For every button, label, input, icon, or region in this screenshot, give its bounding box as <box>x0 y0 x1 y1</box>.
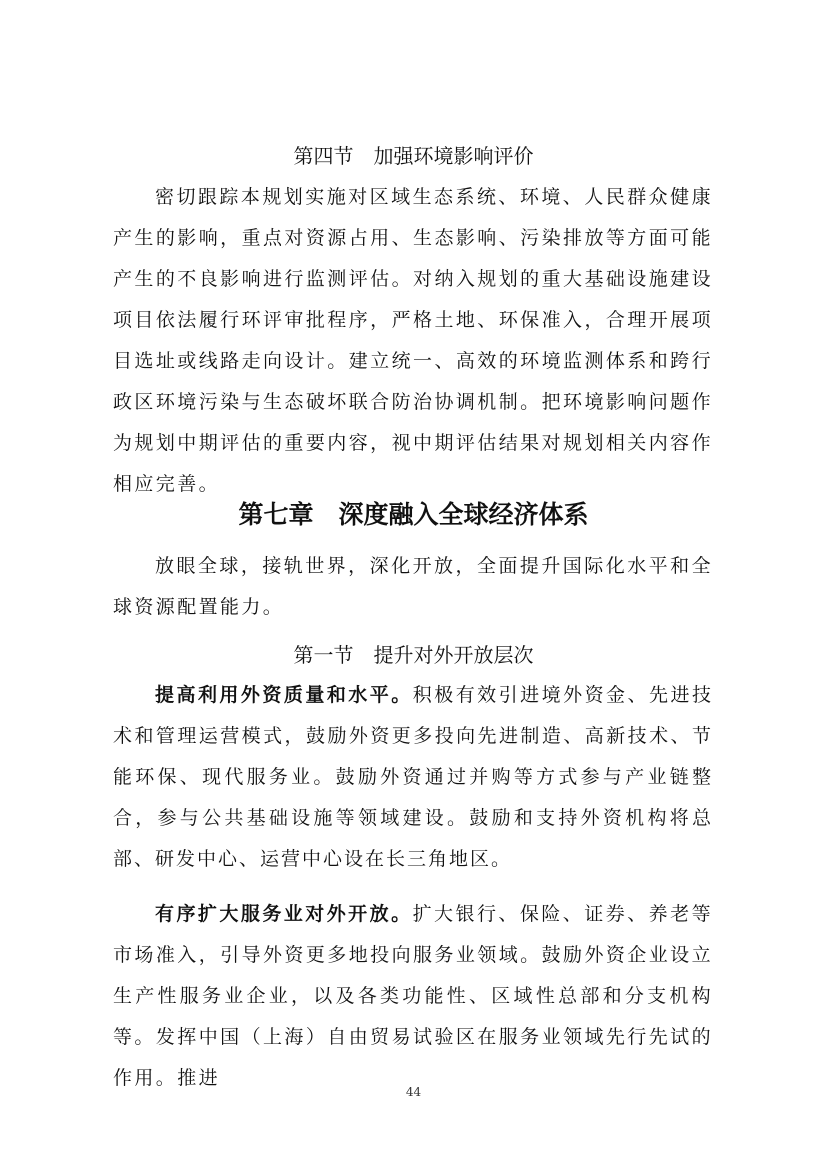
section-heading-opening-up: 第一节 提升对外开放层次 <box>293 643 534 667</box>
paragraph-environmental-impact: 密切跟踪本规划实施对区域生态系统、环境、人民群众健康产生的影响，重点对资源占用、生态影响、污染排放等方面可能产生的不良影响进行监测评估。对纳入规划的重大基础设施建设项目依法履行环评审批程序，严格土地、环保准入，合理开展项目选址或线路走向设计。建立统一、高效的环境监测体系和跨行政区环境污染与生态破坏联合防治协调机制。把环境影响问题作为规划中期评估的重要内容，视中期评估结果对规划相关内容作相应完善。 <box>113 186 713 495</box>
chapter-heading-global-economy: 第七章 深度融入全球经济体系 <box>238 500 589 529</box>
page-number: 44 <box>405 1085 422 1099</box>
paragraph-lead-foreign-investment: 提高利用外资质量和水平。 <box>155 684 413 706</box>
paragraph-foreign-investment <box>113 675 713 880</box>
paragraph-body-service-industry: 扩大银行、保险、证券、养老等市场准入，引导外资更多地投向服务业领域。鼓励外资企业设立生产性服务业企业，以及各类功能性、区域性总部和分支机构等。发挥中国（上海）自由贸易试验区在服务业领域先行先试的作用。推进 <box>113 903 713 1089</box>
paragraph-chapter-intro: 放眼全球，接轨世界，深化开放，全面提升国际化水平和全球资源配置能力。 <box>113 555 713 618</box>
paragraph-lead-service-industry: 有序扩大服务业对外开放。 <box>155 903 413 925</box>
paragraph-body-foreign-investment: 积极有效引进境外资金、先进技术和管理运营模式，鼓励外资更多投向先进制造、高新技术、节能环保、现代服务业。鼓励外资通过并购等方式参与产业链整合，参与公共基础设施等领域建设。鼓励和支持外资机构将总部、研发中心、运营中心设在长三角地区。 <box>113 684 713 870</box>
section-heading-environmental-impact: 第四节 加强环境影响评价 <box>293 144 534 168</box>
paragraph-service-industry <box>113 894 713 1099</box>
